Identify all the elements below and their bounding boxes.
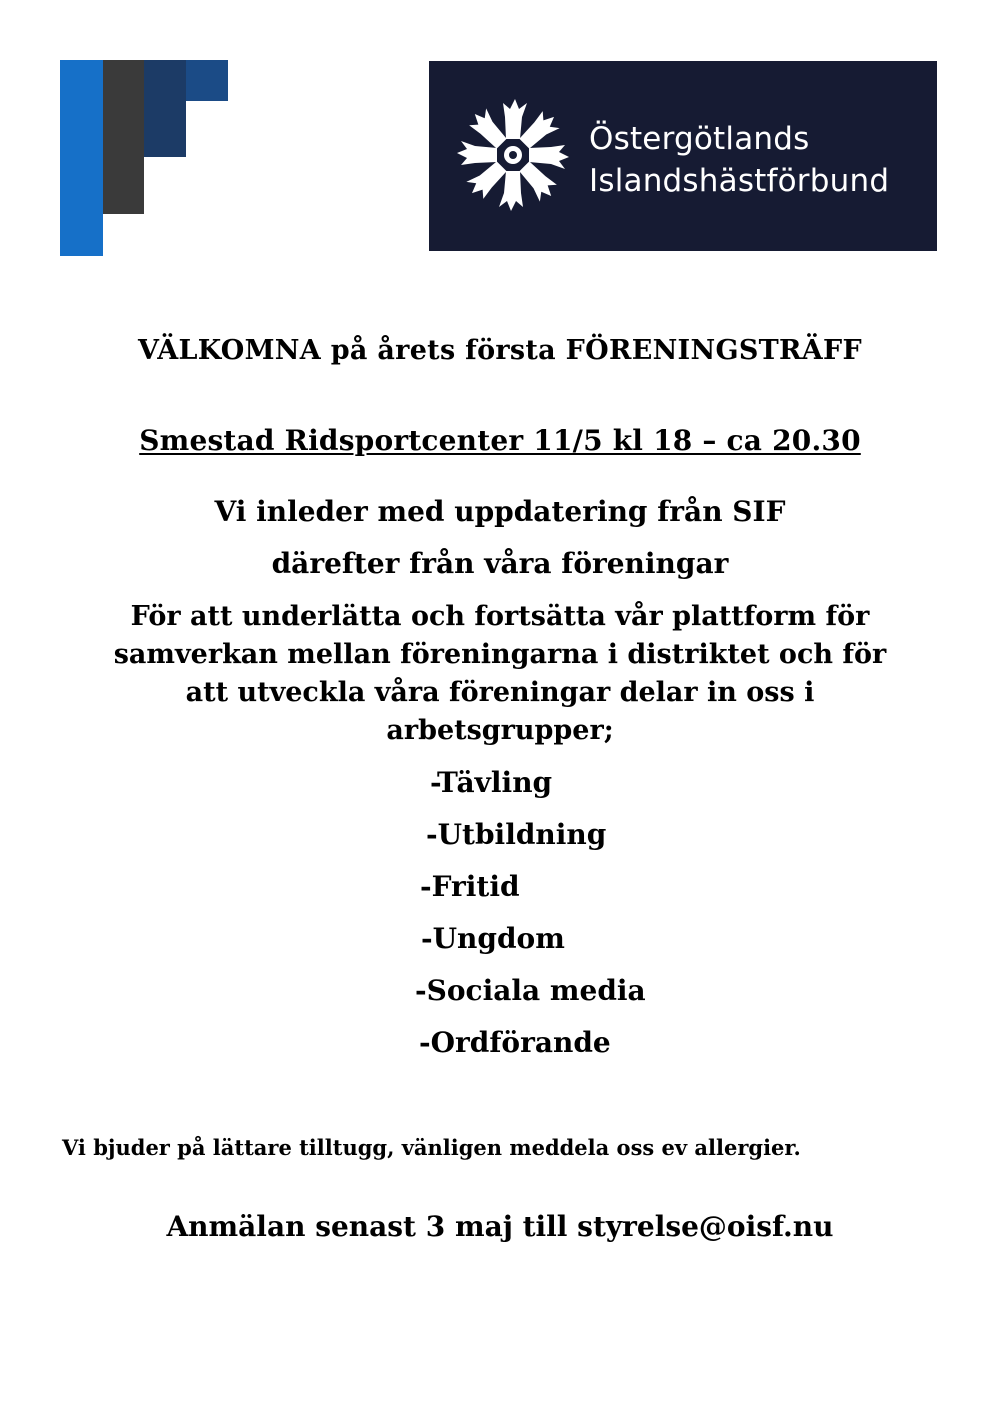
organization-name bbox=[589, 118, 889, 202]
organization-name-line1: Östergötlands bbox=[589, 121, 810, 157]
work-group-item: -Fritid bbox=[420, 870, 520, 903]
paragraph-line: För att underlätta och fortsätta vår plattform för bbox=[130, 601, 870, 632]
stacked-bars-logo-icon bbox=[60, 60, 230, 260]
intro-line-2: därefter från våra föreningar bbox=[271, 547, 729, 580]
left-logo bbox=[60, 60, 230, 260]
organization-name-line2: Islandshästförbund bbox=[589, 163, 890, 199]
signup-info: Anmälan senast 3 maj till styrelse@oisf.nu bbox=[166, 1210, 834, 1243]
horse-heads-wheel-icon bbox=[453, 95, 573, 215]
work-group-item: -Sociala media bbox=[415, 974, 646, 1007]
paragraph-line: att utveckla våra föreningar delar in oss i bbox=[185, 677, 815, 708]
paragraph-line: samverkan mellan föreningarna i distriktet och för bbox=[113, 639, 887, 670]
intro-line-1: Vi inleder med uppdatering från SIF bbox=[214, 495, 786, 528]
venue-and-time: Smestad Ridsportcenter 11/5 kl 18 – ca 20.30 bbox=[139, 424, 861, 457]
work-group-item: -Tävling bbox=[430, 766, 553, 799]
work-group-item: -Ungdom bbox=[421, 922, 565, 955]
organization-logo bbox=[429, 61, 937, 251]
work-group-item: -Utbildning bbox=[426, 818, 607, 851]
page-title: VÄLKOMNA på årets första FÖRENINGSTRÄFF bbox=[138, 335, 862, 366]
paragraph-line: arbetsgrupper; bbox=[386, 715, 614, 746]
description-paragraph bbox=[0, 598, 1000, 750]
refreshments-note: Vi bjuder på lättare tilltugg, vänligen meddela oss ev allergier. bbox=[62, 1135, 801, 1160]
work-group-item: -Ordförande bbox=[419, 1026, 611, 1059]
